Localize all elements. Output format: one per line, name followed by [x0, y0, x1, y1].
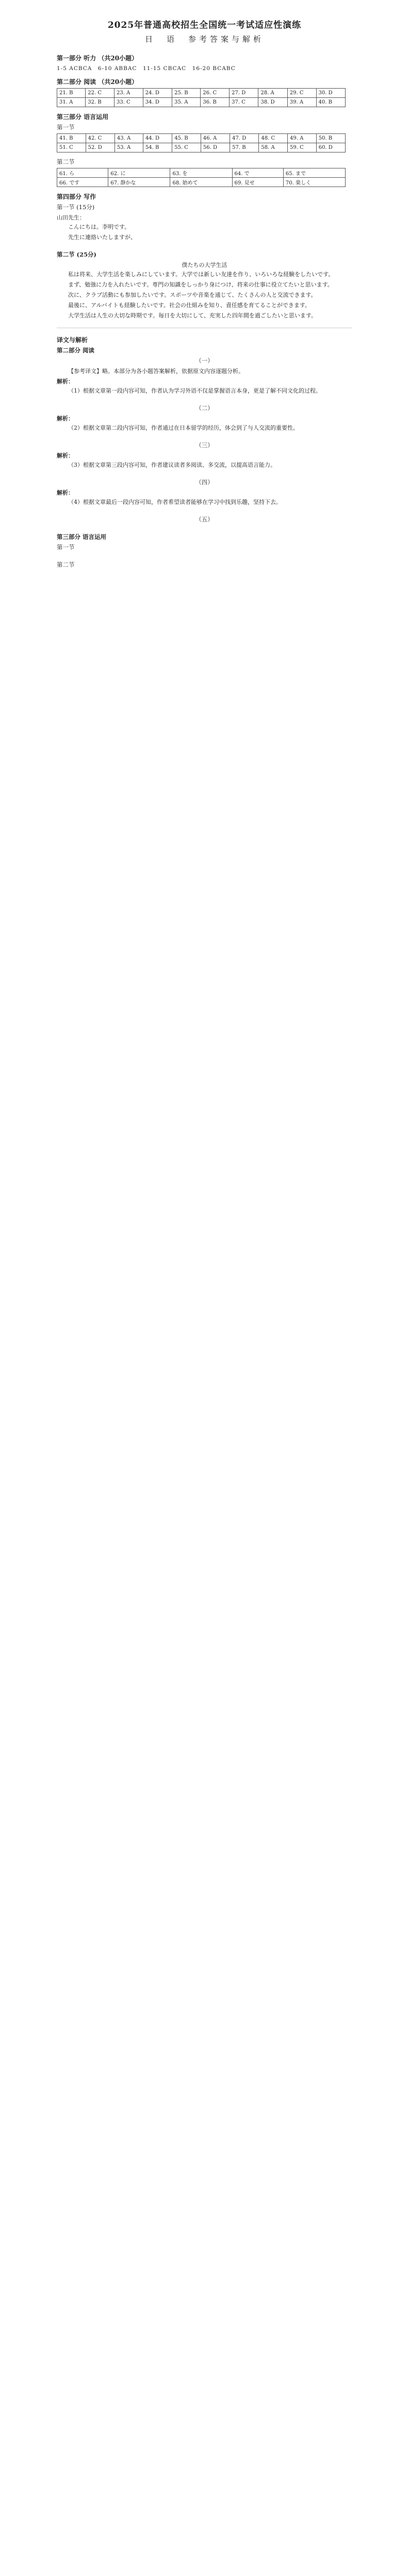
- table-cell: 22. C: [86, 89, 114, 98]
- part1-heading: 第一部分 听力 （共20小题）: [57, 55, 138, 62]
- table-row: [57, 168, 346, 178]
- analysis-paragraph: （2）根据文章第二段内容可知，作者通过在日本留学的经历，体会到了与人交流的重要性。: [68, 425, 299, 431]
- table-cell: 66. です: [57, 178, 108, 187]
- part1-answers: 1-5 ACBCA 6-10 ABBAC 11-15 CBCAC 16-20 BCABC: [57, 65, 236, 72]
- table-cell: 69. 見せ: [232, 178, 283, 187]
- table-cell: 58. A: [259, 143, 288, 152]
- table-cell: 50. B: [316, 134, 345, 143]
- essay-paragraph: 大学生活は人生の大切な時期です。毎日を大切にして、充実した四年間を過ごしたいと思います。: [68, 312, 317, 319]
- table-cell: 46. A: [201, 134, 230, 143]
- analysis-label: 解析：: [57, 489, 74, 496]
- table-cell: 34. D: [143, 98, 172, 107]
- passage-heading: （三）: [195, 442, 214, 449]
- translation-part3-section1: 第一节: [57, 544, 75, 551]
- part3-heading: 第三部分 语言运用: [57, 113, 109, 121]
- table-cell: 36. B: [201, 98, 230, 107]
- table-cell: 64. で: [232, 168, 283, 178]
- table-cell: 67. 静かな: [108, 178, 170, 187]
- table-cell: 57. B: [230, 143, 259, 152]
- part2-answer-table: [57, 88, 346, 107]
- analysis-paragraph: 【参考译文】略。本部分为各小题答案解析，依据原文内容逐题分析。: [68, 368, 244, 375]
- table-cell: 37. C: [230, 98, 258, 107]
- passage-heading: （五）: [195, 516, 214, 523]
- letter-greeting: 山田先生：: [57, 214, 85, 221]
- passage-heading: （一）: [195, 357, 214, 364]
- table-cell: 32. B: [86, 98, 114, 107]
- table-cell: 38. D: [258, 98, 287, 107]
- table-cell: 49. A: [288, 134, 317, 143]
- translation-part2-heading: 第二部分 阅读: [57, 347, 95, 354]
- part4-section2-heading: 第二节 (25分): [57, 251, 96, 258]
- passage-heading: （二）: [195, 404, 214, 412]
- analysis-label: 解析：: [57, 378, 74, 385]
- table-row: [57, 89, 346, 98]
- table-cell: 28. A: [258, 89, 287, 98]
- table-cell: 53. A: [114, 143, 143, 152]
- table-cell: 39. A: [287, 98, 316, 107]
- table-cell: 24. D: [143, 89, 172, 98]
- table-row: [57, 143, 346, 152]
- part3-section1-heading: 第一节: [57, 124, 75, 131]
- essay-paragraph: 私は将来、大学生活を楽しみにしています。大学では新しい友達を作り、いろいろな経験をしたいです。: [68, 271, 334, 278]
- essay-paragraph: 次に、クラブ活動にも参加したいです。スポーツや音楽を通じて、たくさんの人と交流できます。: [68, 292, 317, 298]
- table-cell: 47. D: [230, 134, 259, 143]
- analysis-label: 解析：: [57, 452, 74, 459]
- analysis-label: 解析：: [57, 415, 74, 422]
- table-cell: 63. を: [170, 168, 232, 178]
- page-title: 2025年普通高校招生全国统一考试适应性演练: [107, 20, 302, 30]
- table-cell: 55. C: [172, 143, 201, 152]
- analysis-paragraph: （3）根据文章第三段内容可知，作者建议读者多阅读、多交流，以提高语言能力。: [68, 462, 276, 468]
- table-cell: 42. C: [86, 134, 114, 143]
- table-cell: 27. D: [230, 89, 258, 98]
- table-cell: 23. A: [114, 89, 143, 98]
- part3-fill-table: [57, 168, 346, 187]
- table-cell: 35. A: [172, 98, 201, 107]
- page-subtitle: 日 语 参考答案与解析: [144, 35, 264, 44]
- table-row: [57, 178, 346, 187]
- table-cell: 56. D: [201, 143, 230, 152]
- table-cell: 33. C: [114, 98, 143, 107]
- letter-line: 先生に連絡いたしますが、: [68, 234, 136, 241]
- analysis-paragraph: （4）根据文章最后一段内容可知，作者希望读者能够在学习中找到乐趣，坚持下去。: [68, 499, 282, 505]
- table-cell: 65. まで: [283, 168, 345, 178]
- part4-section1-heading: 第一节 (15分): [57, 204, 95, 211]
- table-cell: 30. D: [316, 89, 345, 98]
- part2-heading: 第二部分 阅读 （共20小题）: [57, 78, 138, 86]
- part3-section2-heading: 第二节: [57, 158, 75, 165]
- table-row: [57, 134, 346, 143]
- letter-line: こんにちは。李明です。: [68, 224, 130, 230]
- table-cell: 68. 始めて: [170, 178, 232, 187]
- table-cell: 51. C: [57, 143, 86, 152]
- table-cell: 44. D: [143, 134, 172, 143]
- table-cell: 52. D: [86, 143, 114, 152]
- table-cell: 59. C: [288, 143, 317, 152]
- table-cell: 21. B: [57, 89, 86, 98]
- essay-paragraph: まず、勉強に力を入れたいです。専門の知識をしっかり身につけ、将来の仕事に役立てたいと思います。: [68, 281, 333, 288]
- table-cell: 26. C: [201, 89, 230, 98]
- translation-heading: 译文与解析: [57, 336, 88, 344]
- table-cell: 41. B: [57, 134, 86, 143]
- translation-part3-heading: 第三部分 语言运用: [57, 533, 107, 540]
- translation-part3-section2: 第二节: [57, 561, 75, 568]
- part3-answer-table: [57, 133, 346, 152]
- part4-heading: 第四部分 写作: [57, 193, 96, 200]
- table-cell: 25. B: [172, 89, 201, 98]
- table-cell: 29. C: [287, 89, 316, 98]
- table-cell: 60. D: [316, 143, 345, 152]
- table-cell: 70. 楽しく: [283, 178, 345, 187]
- table-cell: 40. B: [316, 98, 345, 107]
- essay-title: 僕たちの大学生活: [182, 262, 227, 268]
- table-cell: 62. に: [108, 168, 170, 178]
- table-cell: 48. C: [259, 134, 288, 143]
- table-cell: 61. ら: [57, 168, 108, 178]
- table-cell: 45. B: [172, 134, 201, 143]
- table-row: [57, 98, 346, 107]
- passage-heading: （四）: [195, 479, 214, 486]
- table-cell: 31. A: [57, 98, 86, 107]
- analysis-paragraph: （1）根据文章第一段内容可知，作者认为学习外语不仅是掌握语言本身，更是了解不同文化的过程。: [68, 387, 321, 394]
- table-cell: 43. A: [114, 134, 143, 143]
- table-cell: 54. B: [143, 143, 172, 152]
- essay-paragraph: 最後に、アルバイトも経験したいです。社会の仕組みを知り、責任感を育てることができます。: [68, 302, 311, 309]
